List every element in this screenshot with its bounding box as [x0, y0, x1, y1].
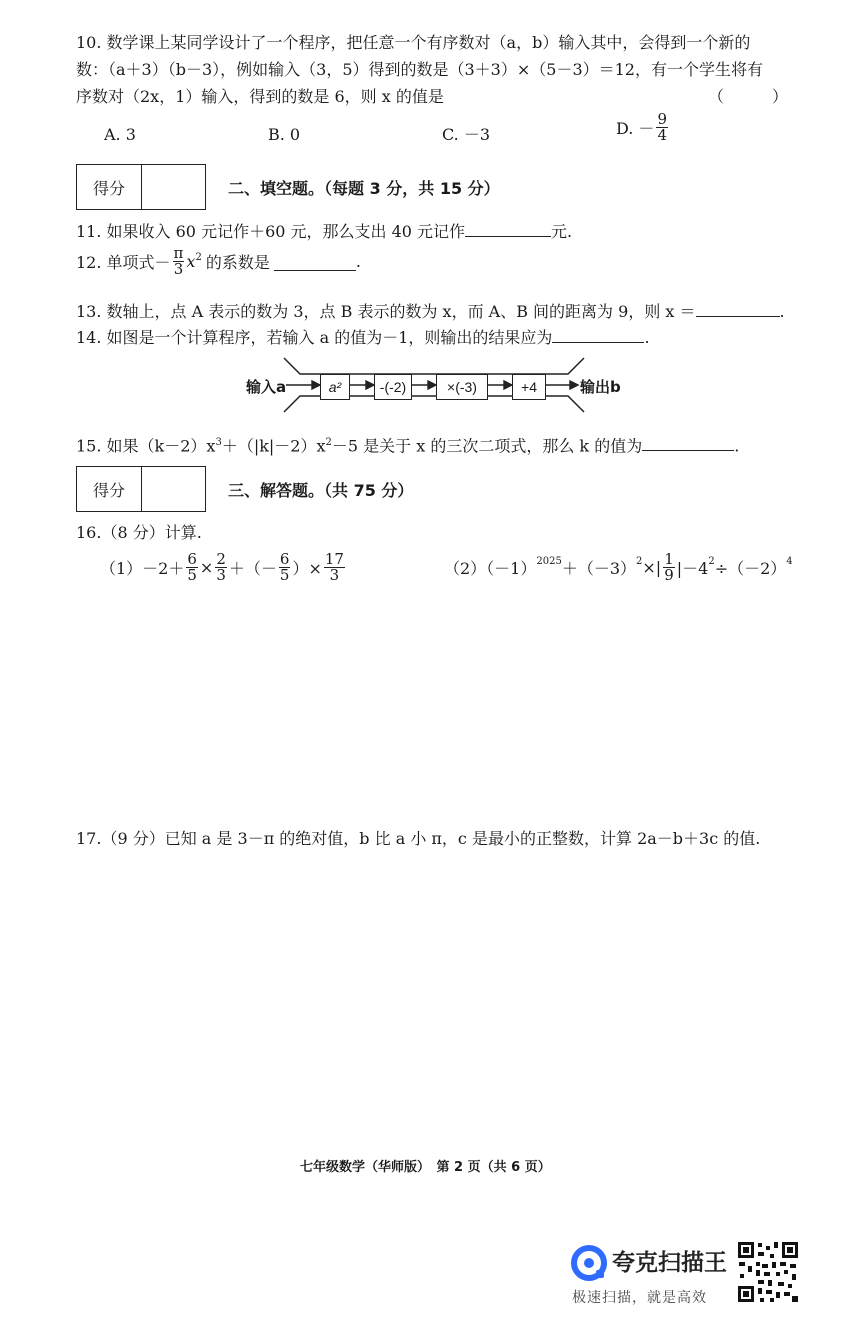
score-box-section3	[76, 466, 206, 512]
q14-blank[interactable]	[552, 324, 644, 343]
score-label: 得分	[77, 165, 142, 209]
q12	[76, 246, 361, 277]
q16-p2-exp4: 4	[786, 556, 793, 567]
q16-part1	[100, 552, 347, 583]
q16-part2	[444, 552, 793, 583]
q10-option-b: B. 0	[268, 125, 301, 144]
qr-code-icon[interactable]	[736, 1240, 800, 1304]
flow-step-times-neg3: ×(-3)	[436, 374, 488, 400]
brand-name: 夸克扫描王	[612, 1250, 727, 1276]
q12-suffix: 的系数是	[205, 253, 270, 272]
q10-line2: 数：（a＋3）（b－3），例如输入（3，5）得到的数是（3＋3）×（5－3）＝12，有一个学生将有	[76, 60, 763, 79]
score-label: 得分	[77, 467, 142, 511]
q12-prefix: 12. 单项式－	[76, 253, 171, 272]
q16-p1-f4-den: 3	[329, 566, 340, 584]
q16-p2-f1-num: 1	[664, 550, 674, 568]
q12-end: .	[355, 252, 361, 271]
q11	[76, 218, 572, 245]
q12-var: x	[186, 252, 196, 271]
q12-num: π	[173, 244, 184, 262]
q11-suffix: 元.	[551, 222, 573, 241]
q11-blank[interactable]	[465, 218, 551, 237]
flow-input-label: 输入a	[246, 378, 287, 396]
brand-slogan: 极速扫描，就是高效	[572, 1290, 707, 1306]
q10-option-a: A. 3	[104, 125, 136, 144]
q12-blank[interactable]	[274, 252, 356, 271]
q16-p1-plus: ＋（－	[228, 559, 277, 578]
q16-p2-exp2: 2	[636, 556, 643, 567]
flow-step-square: a²	[320, 374, 350, 400]
q11-text: 11. 如果收入 60 元记作＋60 元，那么支出 40 元记作	[76, 222, 466, 241]
flow-step-minus-neg2: -(-2)	[374, 374, 412, 400]
q10-optd-den: 4	[657, 126, 667, 144]
q13-end: .	[779, 302, 785, 321]
quark-logo-icon	[570, 1244, 608, 1282]
q16-p2-mid3: |－4	[676, 559, 709, 578]
q16-p2-mid4: ÷（－2）	[714, 559, 787, 578]
q10-option-c: C. －3	[442, 125, 491, 144]
q16-p1-frac1	[186, 552, 198, 583]
q10-optd-num: 9	[657, 110, 667, 128]
q15	[76, 430, 739, 459]
q10-option-d-fraction	[656, 112, 668, 143]
section2-title: 二、填空题。（每题 3 分，共 15 分）	[228, 179, 500, 198]
q15-exp1: 3	[215, 437, 222, 448]
score-input-cell[interactable]	[142, 467, 204, 511]
q16-p1-frac2	[215, 552, 227, 583]
q16-p1-frac4	[324, 552, 345, 583]
q10-option-d	[616, 112, 670, 143]
q16-p2-mid1: ＋（－3）	[561, 559, 637, 578]
q16-p1-prefix: （1）－2＋	[100, 559, 185, 578]
q16-p1-f1-num: 6	[187, 550, 197, 568]
q12-exp: 2	[195, 252, 202, 263]
q16-p2-exp1: 2025	[536, 556, 562, 567]
q12-den: 3	[173, 260, 184, 278]
q15-suffix: －5 是关于 x 的三次二项式，那么 k 的值为	[331, 436, 643, 456]
q16-p2-prefix: （2）（－1）	[444, 559, 537, 578]
flow-step-plus4: +4	[512, 374, 546, 400]
q14-end: .	[644, 328, 650, 347]
q16-p1-f4-num: 17	[324, 550, 344, 568]
q13-blank[interactable]	[696, 298, 780, 317]
q16-p2-f1-den: 9	[664, 566, 674, 584]
q10-line1: 10. 数学课上某同学设计了一个程序，把任意一个有序数对（a，b）输入其中，会得到一个新的	[76, 33, 751, 52]
score-box-section2	[76, 164, 206, 210]
q16-p1-frac3	[279, 552, 291, 583]
q16-p2-mid2: ×|	[642, 558, 662, 577]
score-input-cell[interactable]	[142, 165, 204, 209]
q13-text: 13. 数轴上，点 A 表示的数为 3，点 B 表示的数为 x，而 A、B 间的距离为 9，则 x ＝	[76, 302, 696, 321]
section3-title: 三、解答题。（共 75 分）	[228, 481, 414, 500]
q16-p1-f2-num: 2	[216, 550, 226, 568]
q15-blank[interactable]	[642, 432, 734, 451]
q10-answer-paren: （ ）	[708, 87, 789, 106]
flow-output-label: 输出b	[580, 378, 621, 396]
q16-p1-times: ×	[199, 558, 214, 577]
q15-mid: ＋（|k|－2）x	[221, 436, 326, 456]
q10-line3: 序数对（2x，1）输入，得到的数是 6，则 x 的值是	[76, 87, 444, 106]
q16-p1-f3-num: 6	[279, 550, 290, 568]
q14	[76, 324, 650, 351]
q16-title: 16.（8 分）计算.	[76, 523, 202, 542]
q16-p1-f2-den: 3	[216, 566, 226, 584]
q16-p2-frac1	[663, 552, 675, 583]
q16-p1-close: ）×	[292, 559, 322, 578]
q16-p1-f3-den: 5	[279, 566, 290, 584]
q15-end: .	[734, 436, 740, 456]
q15-prefix: 15. 如果（k－2）x	[76, 436, 216, 456]
q13	[76, 298, 785, 325]
q17-text: 17.（9 分）已知 a 是 3－π 的绝对值，b 比 a 小 π，c 是最小的正整数，计算 2a－b＋3c 的值.	[76, 829, 761, 848]
q12-fraction	[173, 246, 185, 277]
q14-text: 14. 如图是一个计算程序，若输入 a 的值为－1，则输出的结果应为	[76, 328, 553, 347]
q10-option-d-label: D. －	[616, 119, 655, 138]
q15-exp2: 2	[325, 437, 332, 448]
q16-p1-f1-den: 5	[187, 566, 197, 584]
q16-p2-exp3: 2	[708, 556, 715, 567]
page-footer: 七年级数学（华师版） 第 2 页（共 6 页）	[300, 1160, 551, 1175]
